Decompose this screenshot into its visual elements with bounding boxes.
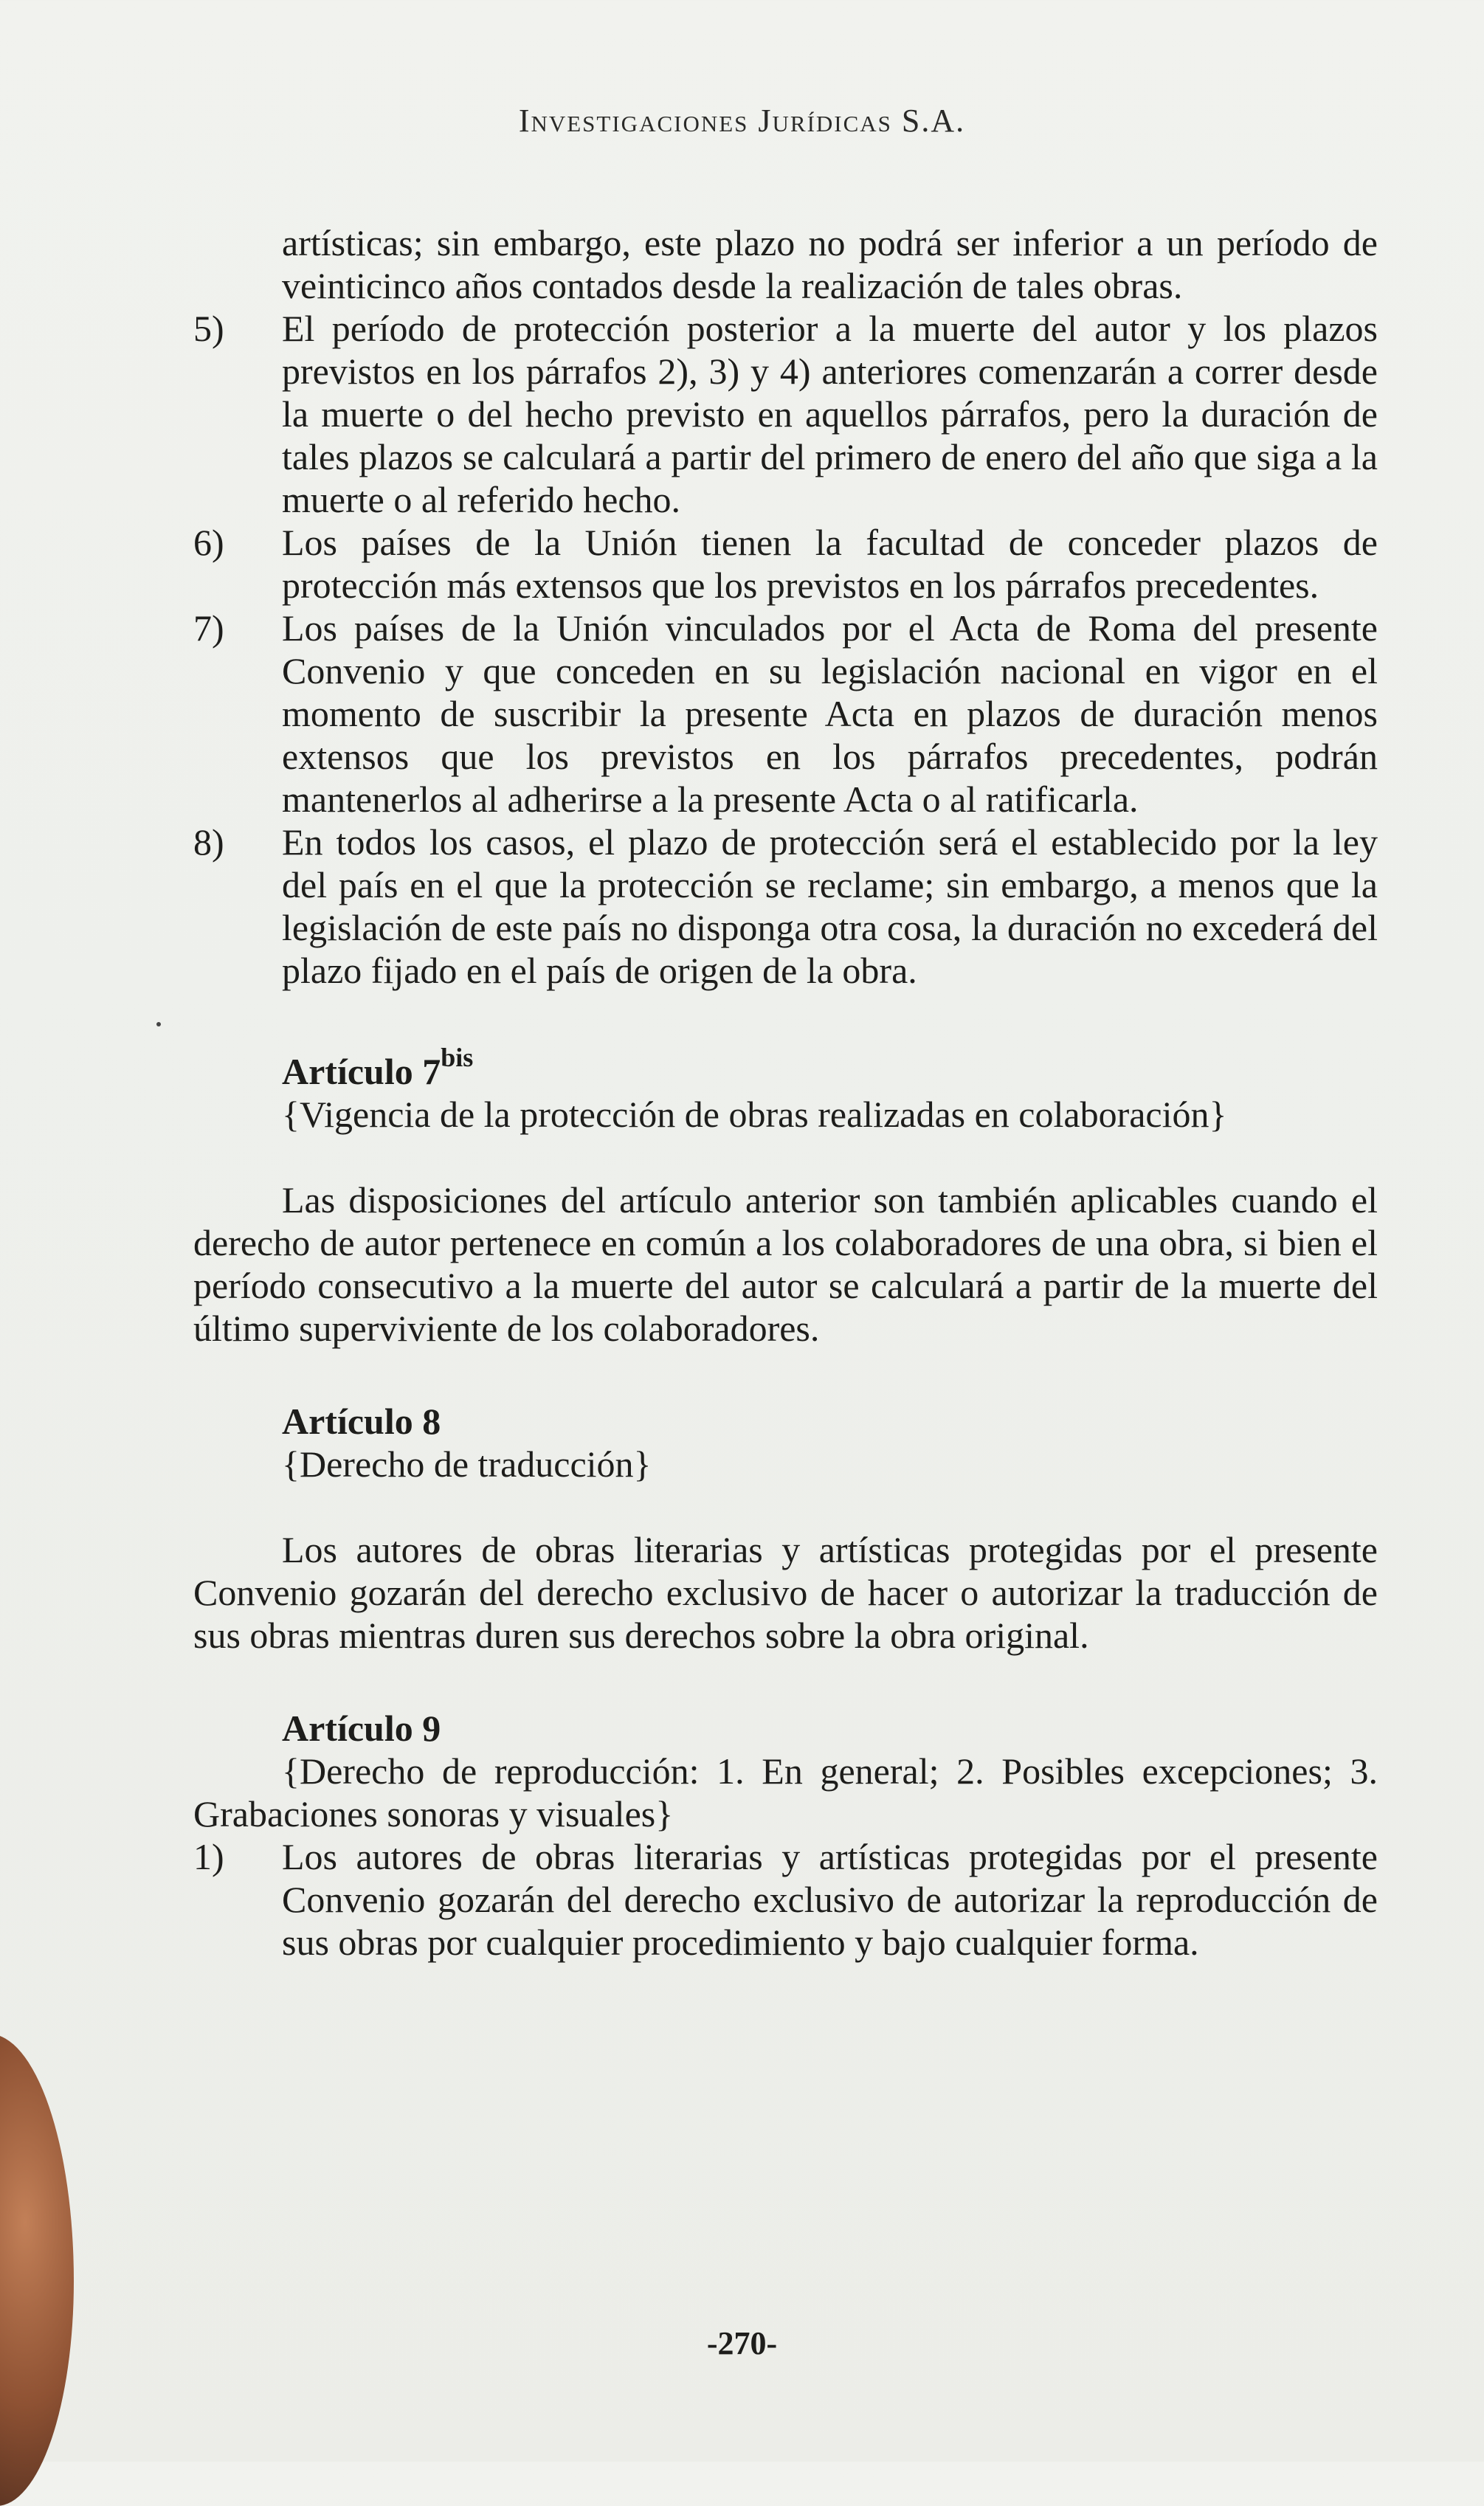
article-title-text: Artículo 7 <box>282 1051 441 1092</box>
article-8-subtitle: {Derecho de traducción} <box>282 1443 652 1485</box>
article-9-title: Artículo 9 <box>282 1708 441 1749</box>
stray-mark <box>156 1022 161 1026</box>
article-7bis-body: Las disposiciones del artículo anterior son también aplicables cuando el derecho de autor pertenece en común a los colaboradores de una obra, si bien el período consecutivo a la muerte del autor se calculará a partir de la muerte del último superviviente de los colaboradores. <box>193 1179 1378 1349</box>
article-7bis-title <box>282 1036 1378 1093</box>
item-number: 5) <box>193 308 224 349</box>
article-8-title: Artículo 8 <box>282 1401 441 1442</box>
article-7bis-subtitle: {Vigencia de la protección de obras realizadas en colaboración} <box>282 1094 1227 1135</box>
item-number: 7) <box>193 607 224 649</box>
list-item <box>193 307 1378 521</box>
list-item <box>193 521 1378 607</box>
item-number: 8) <box>193 821 224 863</box>
item-text: En todos los casos, el plazo de protección será el establecido por la ley del país en el que la protección se reclame; sin embargo, a menos que la legislación de este país no disponga otra cosa, la duración no excederá del plazo fijado en el país de origen de la obra. <box>282 821 1378 991</box>
item-number: 1) <box>193 1836 224 1877</box>
thumb-shadow <box>0 2034 74 2506</box>
article-superscript: bis <box>441 1043 474 1072</box>
page-body <box>193 221 1378 1964</box>
list-item <box>193 607 1378 821</box>
article-9-subtitle: {Derecho de reproducción: 1. En general; 2. Posibles excepciones; 3. Grabaciones sonoras y visuales} <box>193 1750 1378 1834</box>
page-number: -270- <box>706 2325 778 2361</box>
list-item <box>193 1835 1378 1964</box>
item-number: 6) <box>193 522 224 563</box>
item-text: Los países de la Unión vinculados por el Acta de Roma del presente Convenio y que conceden en su legislación nacional en vigor en el momento de suscribir la presente Acta en plazos de duración menos extensos que los previstos en los párrafos precedentes, podrán mantenerlos al adherirse a la presente Acta o al ratificarla. <box>282 607 1378 820</box>
list-item <box>193 821 1378 992</box>
running-header: Investigaciones Jurídicas S.A. <box>518 103 966 139</box>
item-text: Los países de la Unión tienen la facultad de conceder plazos de protección más extensos que los previstos en los párrafos precedentes. <box>282 522 1378 606</box>
article-8-body: Los autores de obras literarias y artísticas protegidas por el presente Convenio gozarán del derecho exclusivo de hacer o autorizar la traducción de sus obras mientras duren sus derechos sobre la obra original. <box>193 1529 1378 1656</box>
continued-paragraph: artísticas; sin embargo, este plazo no podrá ser inferior a un período de veinticinco años contados desde la realización de tales obras. <box>282 222 1378 306</box>
item-list-art7 <box>193 307 1378 992</box>
item-text: El período de protección posterior a la muerte del autor y los plazos previstos en los párrafos 2), 3) y 4) anteriores comenzarán a correr desde la muerte o del hecho previsto en aquellos párrafos, pero la duración de tales plazos se calculará a partir del primero de enero del año que siga a la muerte o al referido hecho. <box>282 308 1378 520</box>
item-text: Los autores de obras literarias y artísticas protegidas por el presente Convenio gozarán del derecho exclusivo de autorizar la reproducción de sus obras por cualquier procedimiento y bajo cualquier forma. <box>282 1836 1378 1963</box>
